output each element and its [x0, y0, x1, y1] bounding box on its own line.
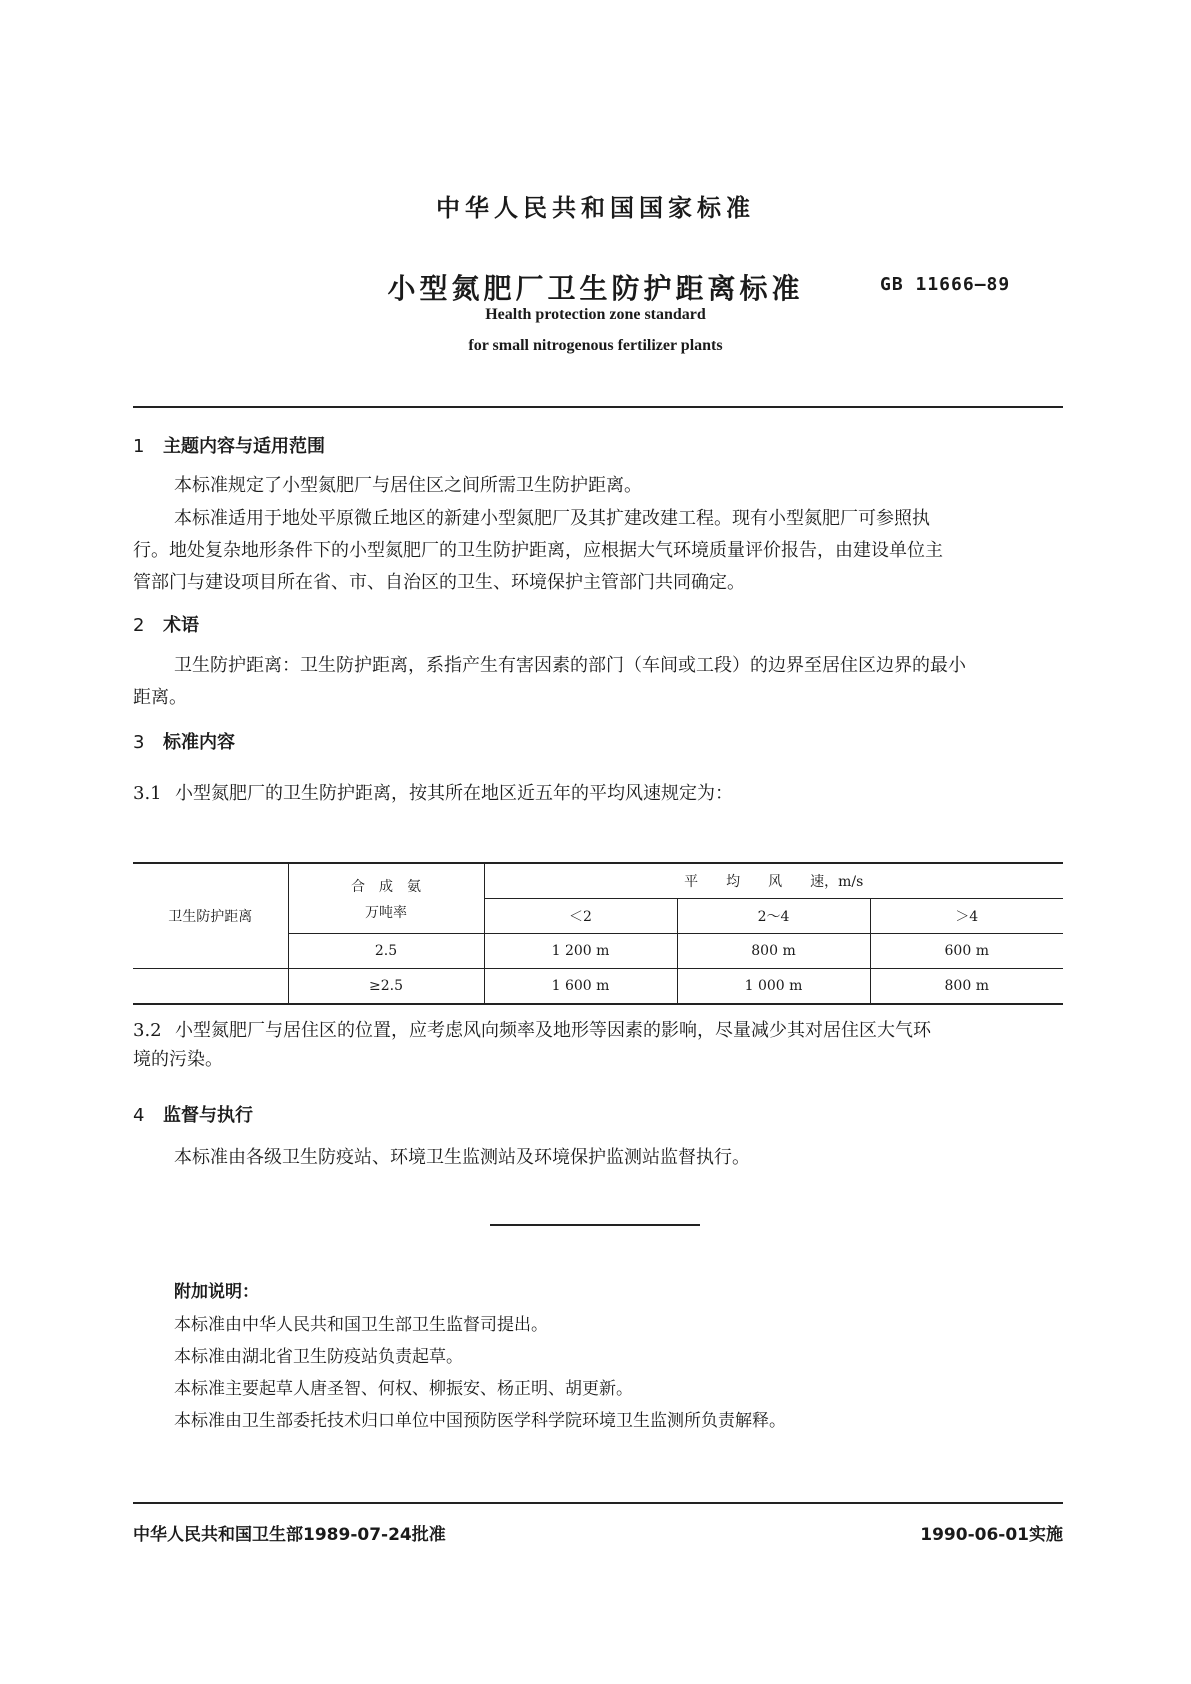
section-2-paragraph-line-1: 卫生防护距离：卫生防护距离，系指产生有害因素的部门（车间或工段）的边界至居住区边界的最小 [174, 655, 966, 676]
section-1-paragraph-2-line-1: 本标准适用于地处平原微丘地区的新建小型氮肥厂及其扩建改建工程。现有小型氮肥厂可参照执 [174, 508, 930, 529]
capacity-cell: ≥2.5 [288, 969, 484, 1005]
footer-divider [133, 1502, 1063, 1504]
row-header-cell: 卫生防护距离 [133, 863, 288, 969]
wind-speed-header: 平 均 风 速，m/s [484, 863, 1063, 899]
implementation-date: 1990-06-01实施 [920, 1525, 1063, 1545]
section-1-paragraph-1: 本标准规定了小型氮肥厂与居住区之间所需卫生防护距离。 [174, 475, 642, 496]
blank-cell [133, 969, 288, 1005]
section-1-heading [133, 432, 325, 458]
wind-bin-cell: ＜2 [484, 899, 677, 934]
section-title: 主题内容与适用范围 [163, 436, 325, 457]
protection-distance-table [133, 862, 1063, 1005]
notes-line: 本标准主要起草人唐圣智、何权、柳振安、杨正明、胡更新。 [174, 1379, 633, 1399]
section-title: 监督与执行 [163, 1105, 253, 1126]
ammonia-header-line-1: 合 成 氨 [351, 878, 421, 895]
standard-number: GB 11666—89 [880, 274, 1011, 295]
distance-cell: 800 m [870, 969, 1063, 1005]
clause-number: 3.2 [133, 1020, 162, 1041]
clause-3-2-line-1 [133, 1016, 931, 1042]
section-number: 2 [133, 615, 145, 636]
english-title-line-1: Health protection zone standard [485, 306, 706, 323]
section-number: 1 [133, 436, 145, 457]
national-standard-heading: 中华人民共和国国家标准 [436, 193, 755, 222]
notes-heading: 附加说明： [174, 1282, 259, 1302]
approval-date: 中华人民共和国卫生部1989-07-24批准 [133, 1525, 446, 1545]
ammonia-capacity-header [288, 863, 484, 934]
distance-cell: 600 m [870, 934, 1063, 969]
table-row [133, 969, 1063, 1005]
section-4-paragraph: 本标准由各级卫生防疫站、环境卫生监测站及环境保护监测站监督执行。 [174, 1147, 750, 1168]
ammonia-header-line-2: 万吨率 [365, 904, 407, 921]
end-of-text-rule [490, 1224, 700, 1226]
section-3-heading [133, 728, 235, 754]
distance-cell: 1 000 m [677, 969, 870, 1005]
page-title: 小型氮肥厂卫生防护距离标准 [387, 272, 804, 305]
notes-line: 本标准由中华人民共和国卫生部卫生监督司提出。 [174, 1315, 548, 1335]
clause-number: 3.1 [133, 783, 162, 804]
section-1-paragraph-2-line-3: 管部门与建设项目所在省、市、自治区的卫生、环境保护主管部门共同确定。 [133, 572, 745, 593]
section-1-paragraph-2-line-2: 行。地处复杂地形条件下的小型氮肥厂的卫生防护距离，应根据大气环境质量评价报告，由建设单位主 [133, 540, 943, 561]
wind-bin-cell: 2～4 [677, 899, 870, 934]
distance-cell: 1 600 m [484, 969, 677, 1005]
clause-3-2-line-2: 境的污染。 [133, 1049, 223, 1070]
notes-line: 本标准由湖北省卫生防疫站负责起草。 [174, 1347, 463, 1367]
clause-text: 小型氮肥厂与居住区的位置，应考虑风向频率及地形等因素的影响，尽量减少其对居住区大气环 [175, 1020, 931, 1041]
wind-bin-cell: ＞4 [870, 899, 1063, 934]
table-header-row [133, 863, 1063, 899]
section-4-heading [133, 1101, 253, 1127]
section-title: 术语 [163, 615, 199, 636]
header-divider [133, 406, 1063, 408]
capacity-cell: 2.5 [288, 934, 484, 969]
section-2-paragraph-line-2: 距离。 [133, 687, 187, 708]
distance-cell: 1 200 m [484, 934, 677, 969]
section-2-heading [133, 611, 199, 637]
clause-text: 小型氮肥厂的卫生防护距离，按其所在地区近五年的平均风速规定为： [175, 783, 733, 804]
section-title: 标准内容 [163, 732, 235, 753]
notes-line: 本标准由卫生部委托技术归口单位中国预防医学科学院环境卫生监测所负责解释。 [174, 1411, 786, 1431]
distance-cell: 800 m [677, 934, 870, 969]
section-number: 3 [133, 732, 145, 753]
english-title-line-2: for small nitrogenous fertilizer plants [468, 337, 723, 354]
section-number: 4 [133, 1105, 145, 1126]
clause-3-1 [133, 779, 733, 805]
